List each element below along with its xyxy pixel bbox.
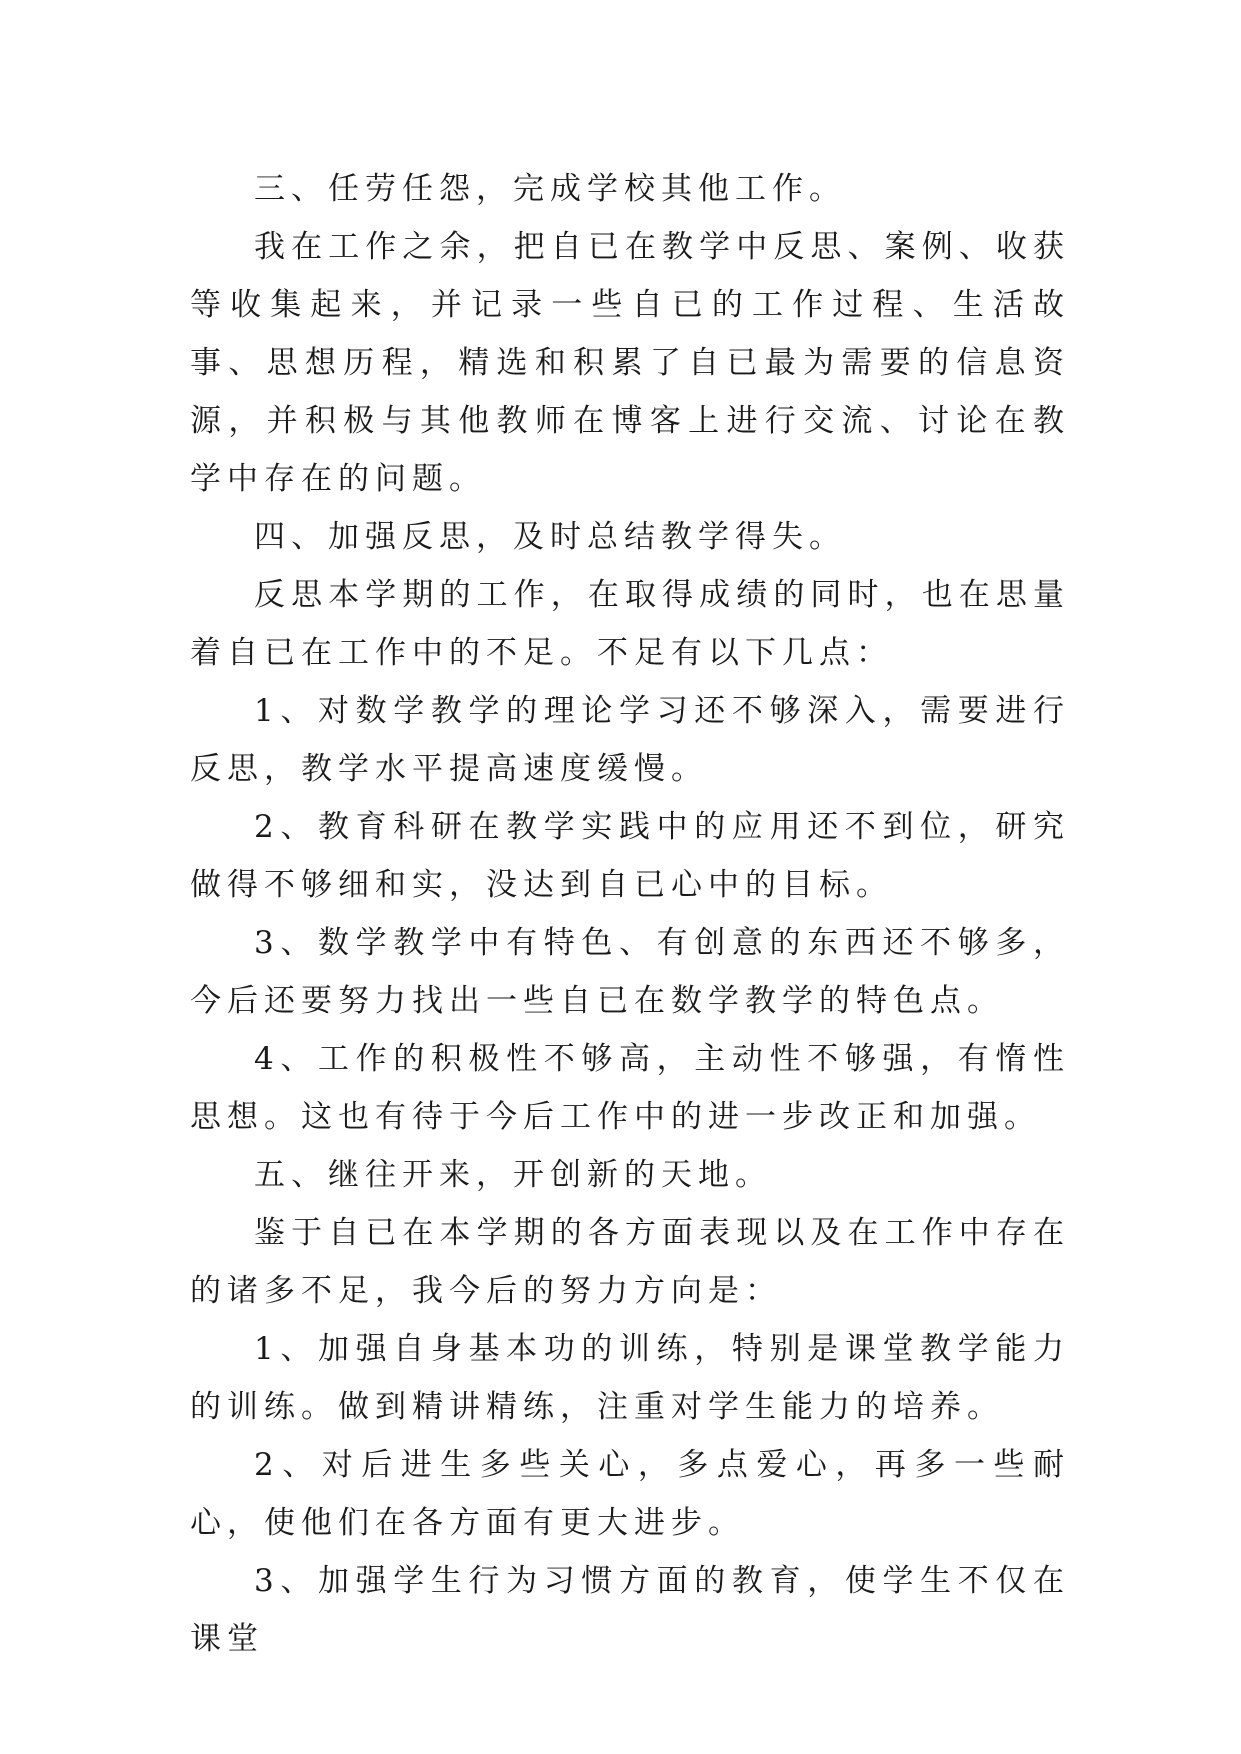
heading-section-five: 五、继往开来，开创新的天地。 xyxy=(254,1157,772,1193)
list-item-direction-3: 3、加强学生行为习惯方面的教育，使学生不仅在课堂 xyxy=(190,1563,1070,1657)
document-body xyxy=(190,160,1070,1668)
list-item-shortcoming-2: 2、教育科研在教学实践中的应用还不到位，研究做得不够细和实，没达到自已心中的目标。 xyxy=(190,809,1070,903)
heading-section-four: 四、加强反思，及时总结教学得失。 xyxy=(254,519,846,555)
list-item-shortcoming-4: 4、工作的积极性不够高，主动性不够强，有惰性思想。这也有待于今后工作中的进一步改正和加强。 xyxy=(190,1041,1070,1135)
list-item-direction-2: 2、对后进生多些关心，多点爱心，再多一些耐心，使他们在各方面有更大进步。 xyxy=(190,1447,1070,1541)
paragraph-shortcomings-intro: 反思本学期的工作，在取得成绩的同时，也在思量着自已在工作中的不足。不足有以下几点： xyxy=(190,577,1070,671)
paragraph-reflection-collection: 我在工作之余，把自已在教学中反思、案例、收获等收集起来，并记录一些自已的工作过程、生活故事、思想历程，精选和积累了自已最为需要的信息资源，并积极与其他教师在博客上进行交流、讨论在教学中存在的问题。 xyxy=(190,229,1070,497)
paragraph-future-direction-intro: 鉴于自已在本学期的各方面表现以及在工作中存在的诸多不足，我今后的努力方向是： xyxy=(190,1215,1070,1309)
list-item-direction-1: 1、加强自身基本功的训练，特别是课堂教学能力的训练。做到精讲精练，注重对学生能力的培养。 xyxy=(190,1331,1070,1425)
list-item-shortcoming-1: 1、对数学教学的理论学习还不够深入，需要进行反思，教学水平提高速度缓慢。 xyxy=(190,693,1070,787)
heading-section-three: 三、任劳任怨，完成学校其他工作。 xyxy=(254,171,846,207)
list-item-shortcoming-3: 3、数学教学中有特色、有创意的东西还不够多，今后还要努力找出一些自已在数学教学的特色点。 xyxy=(190,925,1070,1019)
